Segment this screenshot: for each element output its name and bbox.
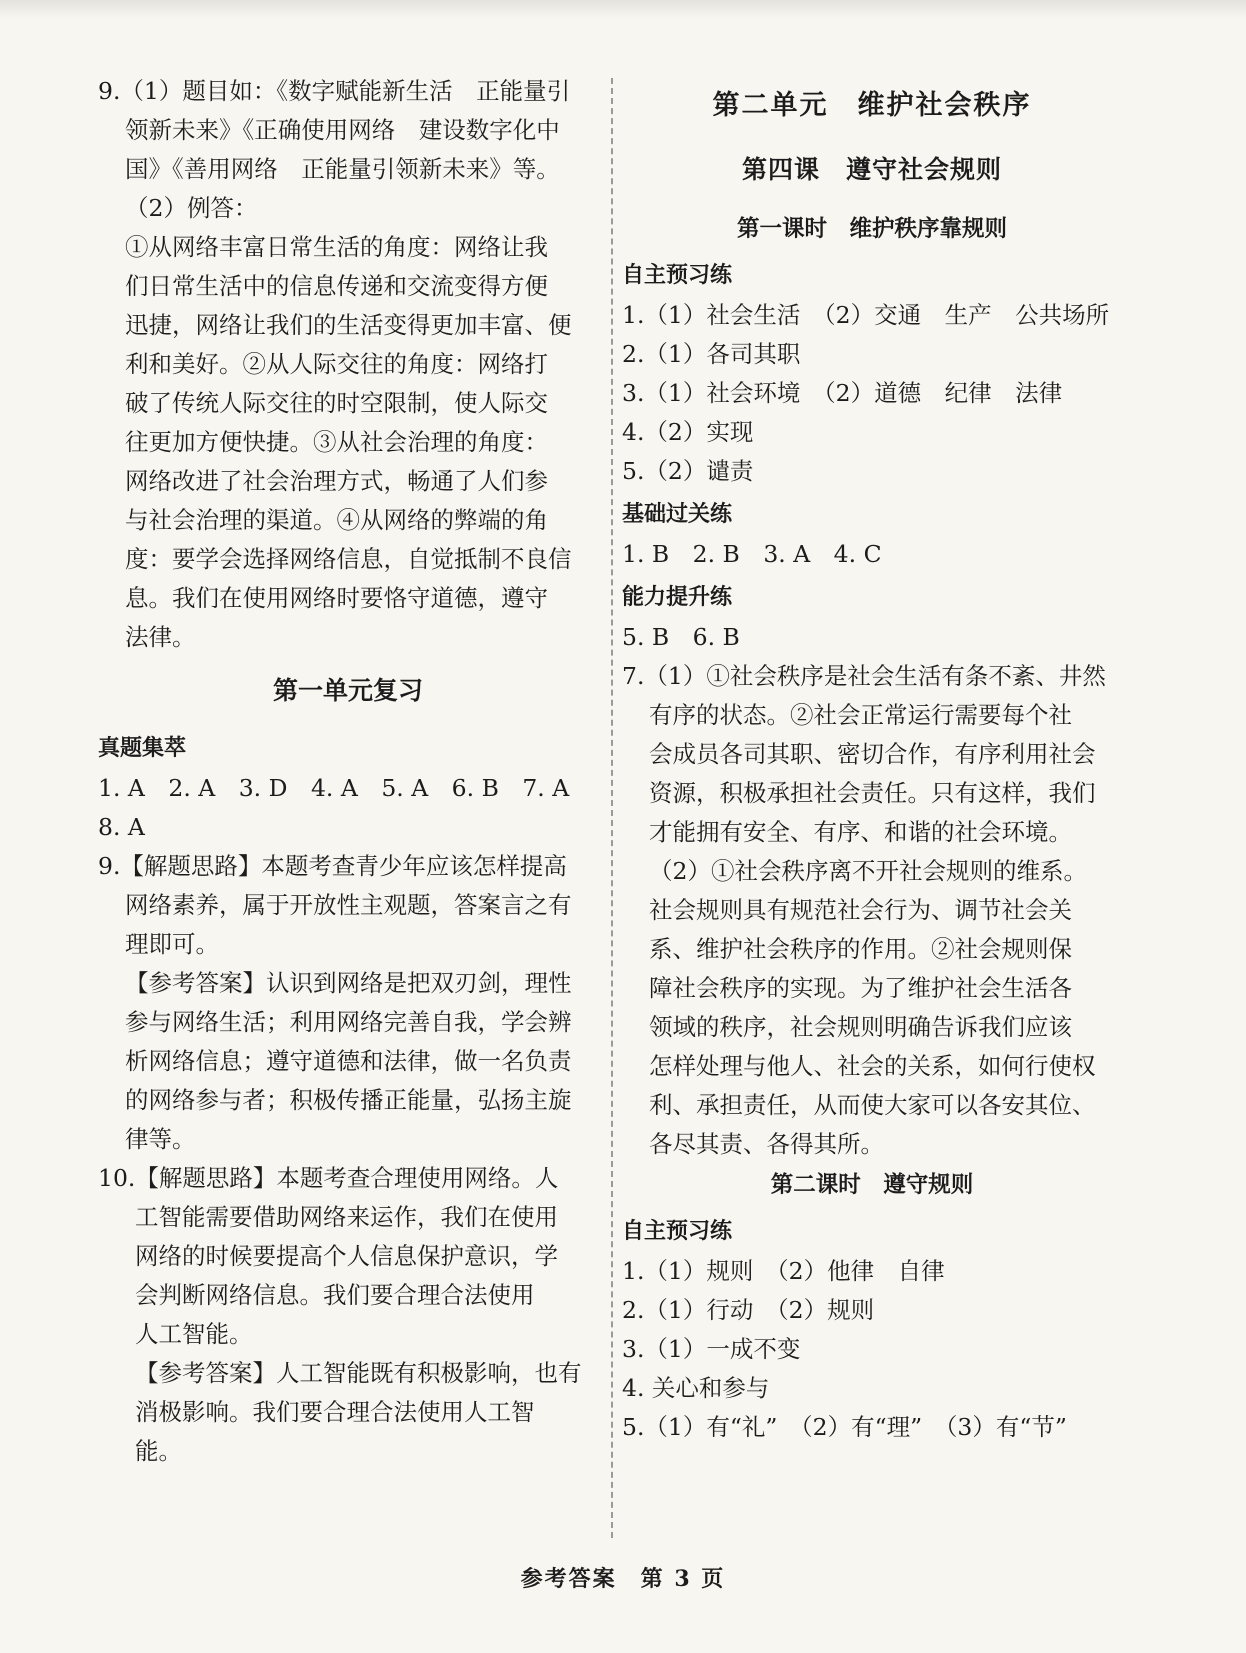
text-line: 们日常生活中的信息传递和交流变得方便 — [125, 272, 548, 300]
text-line: （2）①社会秩序离不开社会规则的维系。 — [649, 857, 1087, 885]
unit-title: 第二单元 维护社会秩序 — [712, 90, 1032, 121]
text-line: 【参考答案】认识到网络是把双刃剑，理性 — [125, 969, 572, 997]
text-line: 系、维护社会秩序的作用。②社会规则保 — [649, 935, 1072, 963]
text-line: 1. B 2. B 3. A 4. C — [622, 540, 882, 568]
text-line: 迅捷，网络让我们的生活变得更加丰富、便 — [125, 311, 572, 339]
text-line: 有序的状态。②社会正常运行需要每个社 — [649, 701, 1072, 729]
text-line: 8. A — [98, 813, 145, 841]
scan-top-edge — [0, 0, 1246, 18]
text-line: 度：要学会选择网络信息，自觉抵制不良信 — [125, 545, 572, 573]
text-line: 领域的秩序，社会规则明确告诉我们应该 — [649, 1013, 1072, 1041]
text-line: 息。我们在使用网络时要恪守道德，遵守 — [125, 584, 548, 612]
text-line: 社会规则具有规范社会行为、调节社会关 — [649, 896, 1072, 924]
text-line: 析网络信息；遵守道德和法律，做一名负责 — [125, 1047, 572, 1075]
text-line: 法律。 — [125, 623, 196, 651]
text-line: 会判断网络信息。我们要合理合法使用 — [135, 1281, 535, 1309]
text-line: 消极影响。我们要合理合法使用人工智 — [135, 1398, 535, 1426]
review-title: 第一单元复习 — [272, 676, 423, 705]
text-line: 7.（1）①社会秩序是社会生活有条不紊、井然 — [622, 662, 1106, 690]
text-line: 怎样处理与他人、社会的关系，如何行使权 — [649, 1052, 1096, 1080]
text-line: 会成员各司其职、密切合作，有序利用社会 — [649, 740, 1096, 768]
text-line: 往更加方便快捷。③从社会治理的角度： — [125, 428, 548, 456]
text-line: 理即可。 — [125, 930, 219, 958]
text-line: 网络的时候要提高个人信息保护意识，学 — [135, 1242, 558, 1270]
text-line: 国》《善用网络 正能量引领新未来》等。 — [125, 155, 560, 183]
text-line: 3.（1）一成不变 — [622, 1335, 801, 1363]
right-column — [622, 72, 1122, 1447]
section-heading: 自主预习练 — [622, 263, 733, 288]
text-line: 工智能需要借助网络来运作，我们在使用 — [135, 1203, 558, 1231]
text-line: 人工智能。 — [135, 1320, 253, 1348]
text-line: 【参考答案】人工智能既有积极影响，也有 — [135, 1359, 582, 1387]
text-line: 1.（1）社会生活 （2）交通 生产 公共场所 — [622, 301, 1110, 329]
text-line: 与社会治理的渠道。④从网络的弊端的角 — [125, 506, 548, 534]
period-title: 第一课时 维护秩序靠规则 — [736, 216, 1007, 242]
period-title: 第二课时 遵守规则 — [770, 1172, 974, 1198]
text-line: 2.（1）行动 （2）规则 — [622, 1296, 875, 1324]
text-line: 破了传统人际交往的时空限制，使人际交 — [125, 389, 548, 417]
text-line: 10.【解题思路】本题考查合理使用网络。人 — [98, 1164, 559, 1192]
text-line: 5.（2）谴责 — [622, 457, 754, 485]
text-line: 各尽其责、各得其所。 — [649, 1130, 884, 1158]
section-heading: 自主预习练 — [622, 1219, 733, 1244]
text-line: 领新未来》《正确使用网络 建设数字化中 — [125, 116, 560, 144]
text-line: 3.（1）社会环境 （2）道德 纪律 法律 — [622, 379, 1063, 407]
text-line: 1.（1）规则 （2）他律 自律 — [622, 1257, 945, 1285]
text-line: 才能拥有安全、有序、和谐的社会环境。 — [649, 818, 1072, 846]
text-line: 5. B 6. B — [622, 623, 740, 651]
text-line: 网络素养，属于开放性主观题，答案言之有 — [125, 891, 572, 919]
text-line: 9.【解题思路】本题考查青少年应该怎样提高 — [98, 852, 567, 880]
section-heading: 能力提升练 — [622, 585, 733, 610]
text-line: 障社会秩序的实现。为了维护社会生活各 — [649, 974, 1072, 1002]
page-footer: 参考答案 第 3 页 — [520, 1566, 726, 1592]
section-heading: 真题集萃 — [98, 736, 187, 761]
section-heading: 基础过关练 — [622, 502, 733, 527]
left-column — [98, 72, 598, 1471]
text-line: 1. A 2. A 3. D 4. A 5. A 6. B 7. A — [98, 774, 570, 802]
text-line: 5.（1）有“礼” （2）有“理” （3）有“节” — [622, 1413, 1067, 1441]
text-line: 4. 关心和参与 — [622, 1374, 770, 1402]
text-line: 的网络参与者；积极传播正能量，弘扬主旋 — [125, 1086, 572, 1114]
lesson-title: 第四课 遵守社会规则 — [741, 155, 1002, 184]
text-line: 9.（1）题目如：《数字赋能新生活 正能量引 — [98, 77, 571, 105]
text-line: 能。 — [135, 1437, 182, 1465]
text-line: 参与网络生活；利用网络完善自我，学会辨 — [125, 1008, 572, 1036]
text-line: 利、承担责任，从而使大家可以各安其位、 — [649, 1091, 1096, 1119]
text-line: （2）例答： — [125, 194, 258, 222]
text-line: 律等。 — [125, 1125, 196, 1153]
column-divider — [611, 78, 613, 1538]
text-line: 资源，积极承担社会责任。只有这样，我们 — [649, 779, 1096, 807]
text-line: 网络改进了社会治理方式，畅通了人们参 — [125, 467, 548, 495]
text-line: 2.（1）各司其职 — [622, 340, 801, 368]
text-line: 4.（2）实现 — [622, 418, 754, 446]
text-line: 利和美好。②从人际交往的角度：网络打 — [125, 350, 548, 378]
text-line: ①从网络丰富日常生活的角度：网络让我 — [125, 233, 548, 261]
